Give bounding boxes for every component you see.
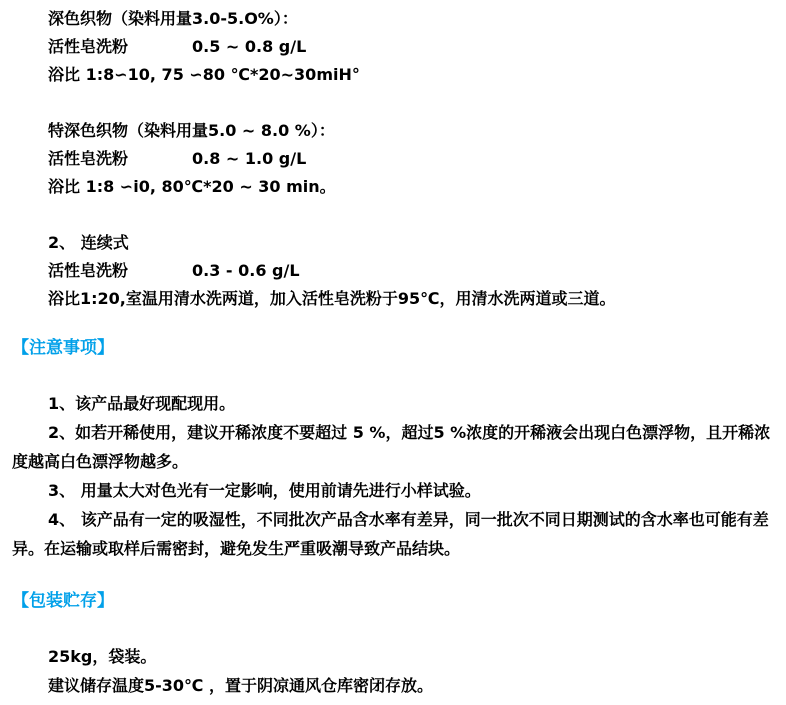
reagent-name: 活性皂洗粉 (48, 149, 129, 168)
packaging-item-1: 25kg，袋装。 (48, 647, 157, 666)
dark-fabric-dosage (48, 37, 306, 57)
continuous-method-title: 2、 连续式 (48, 233, 129, 252)
continuous-bath-ratio: 浴比1:20,室温用清水洗两道，加入活性皂洗粉于95℃，用清水洗两道或三道。 (48, 289, 616, 308)
note-item-4: 4、 该产品有一定的吸湿性，不同批次产品含水率有差异，同一批次不同日期测试的含水率也可能有差异。在运输或取样后需密封，避免发生严重吸潮导致产品结块。 (12, 510, 769, 558)
notes-heading: 【注意事项】 (12, 338, 114, 358)
packaging-heading: 【包装贮存】 (12, 591, 114, 611)
extra-dark-fabric-title: 特深色织物（染料用量5.0 ~ 8.0 %）： (48, 121, 335, 140)
continuous-dosage (48, 261, 300, 281)
reagent-amount: 0.5 ~ 0.8 g/L (192, 37, 307, 56)
note-item-2: 2、如若开稀使用，建议开稀浓度不要超过 5 %，超过5 %浓度的开稀液会出现白色漂浮物，且开稀浓度越高白色漂浮物越多。 (12, 423, 771, 471)
extra-dark-fabric-dosage (48, 149, 306, 169)
dark-fabric-bath-ratio: 浴比 1:8∽10, 75 ∽80 ℃*20~30miH° (48, 65, 360, 84)
note-item-3: 3、 用量太大对色光有一定影响，使用前请先进行小样试验。 (48, 481, 481, 500)
note-item-1: 1、该产品最好现配现用。 (48, 394, 236, 413)
packaging-item-2: 建议储存温度5-30℃ ，置于阴凉通风仓库密闭存放。 (48, 676, 433, 695)
extra-dark-fabric-bath-ratio: 浴比 1:8 ∽i0, 80℃*20 ~ 30 min。 (48, 177, 336, 196)
reagent-name: 活性皂洗粉 (48, 37, 129, 56)
dark-fabric-title: 深色织物（染料用量3.0-5.O%）： (48, 9, 298, 28)
reagent-amount: 0.3 - 0.6 g/L (192, 261, 300, 280)
reagent-name: 活性皂洗粉 (48, 261, 129, 280)
reagent-amount: 0.8 ~ 1.0 g/L (192, 149, 307, 168)
